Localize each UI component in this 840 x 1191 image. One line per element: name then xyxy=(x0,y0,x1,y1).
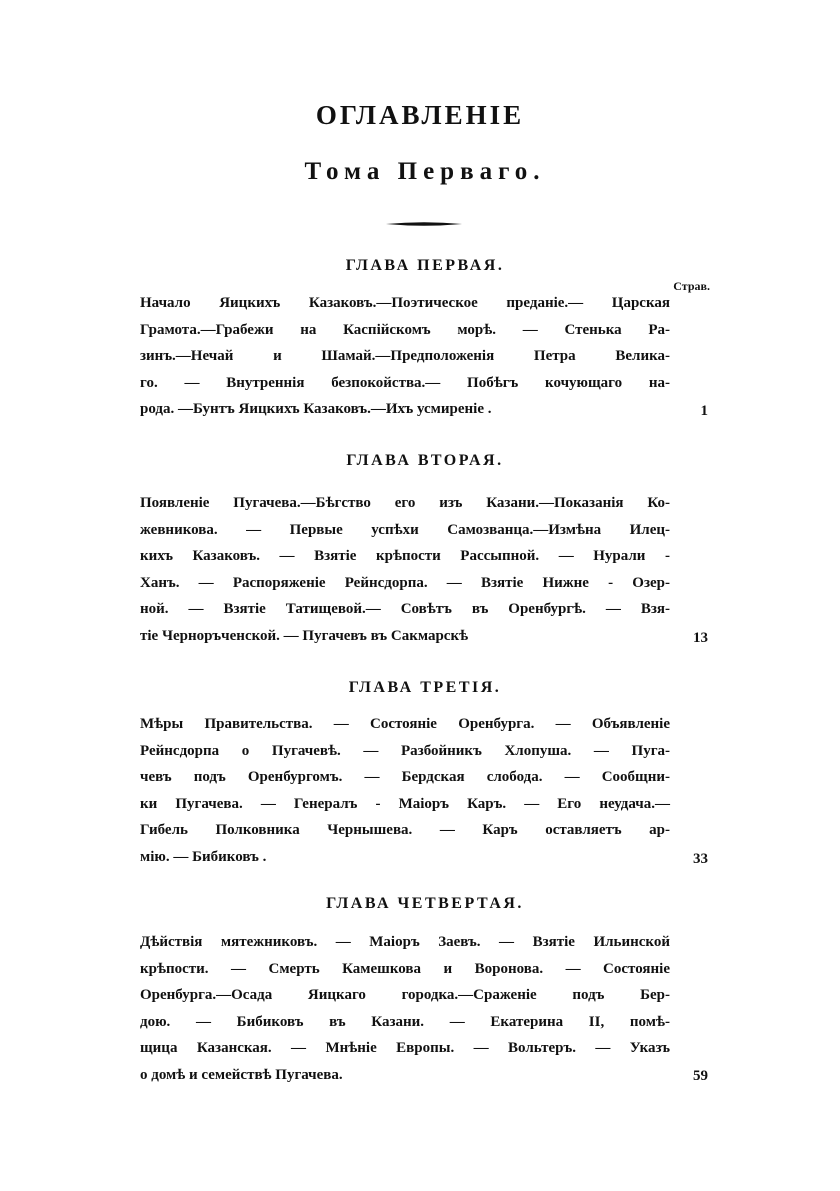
entry-line: жевникова. — Первые успѣхи Самозванца.—Измѣна Илец- xyxy=(140,521,670,538)
chapter-entry-3 xyxy=(140,711,670,870)
chapter-page-number-1: 1 xyxy=(700,403,708,419)
entry-line: Мѣры Правительства. — Состояніе Оренбурга. — Объявленіе xyxy=(140,716,670,732)
page-title: ОГЛАВЛЕНІЕ xyxy=(315,100,525,130)
entry-line: зинъ.—Нечай и Шамай.—Предположенія Петра Велика- xyxy=(140,348,670,364)
chapter-heading-4: ГЛАВА ЧЕТВЕРТАЯ. xyxy=(326,895,524,912)
chapter-entry-2 xyxy=(140,490,670,649)
entry-line: тіе Черноръченской. — Пугачевъ въ Сакмарскѣ xyxy=(140,627,469,644)
chapter-heading-1: ГЛАВА ПЕРВАЯ. xyxy=(345,257,505,274)
entry-line: Дѣйствія мятежниковъ. — Маіоръ Заевъ. — Взятіе Ильинской xyxy=(140,934,670,950)
chapter-page-number-4: 59 xyxy=(693,1068,708,1084)
chapter-entry-1 xyxy=(140,290,670,423)
page-subtitle: Тома Перваго. xyxy=(304,158,546,185)
entry-line: о домѣ и семействѣ Пугачева. xyxy=(140,1066,343,1083)
entry-line: рода. —Бунтъ Яицкихъ Казаковъ.—Ихъ усмиреніе . xyxy=(140,401,492,417)
divider-ornament xyxy=(386,220,462,228)
entry-line: го. — Внутреннія безпокойства.— Побѣгъ кочующаго на- xyxy=(140,374,670,391)
entry-line: чевъ подъ Оренбургомъ. — Бердская слобода. — Сообщни- xyxy=(140,769,670,785)
entry-line: Гибель Полковника Чернышева. — Каръ оставляетъ ар- xyxy=(140,822,670,838)
entry-line: Рейнсдорпа о Пугачевѣ. — Разбойникъ Хлопуша. — Пуга- xyxy=(140,742,670,759)
entry-line: кихъ Казаковъ. — Взятіе крѣпости Рассыпной. — Нурали - xyxy=(140,548,670,564)
entry-line: щица Казанская. — Мнѣніе Европы. — Вольтеръ. — Указъ xyxy=(140,1040,670,1056)
entry-line: Начало Яицкихъ Казаковъ.—Поэтическое преданіе.— Царская xyxy=(140,295,670,311)
entry-line: Оренбурга.—Осада Яицкаго городка.—Сраженіе подъ Бер- xyxy=(140,987,670,1003)
entry-line: Грамота.—Грабежи на Каспійскомъ морѣ. — Стенька Ра- xyxy=(140,321,670,338)
entry-line: Ханъ. — Распоряженіе Рейнсдорпа. — Взятіе Нижне - Озер- xyxy=(140,574,670,591)
chapter-heading-2: ГЛАВА ВТОРАЯ. xyxy=(346,452,504,469)
chapter-page-number-3: 33 xyxy=(693,851,708,867)
chapter-page-number-2: 13 xyxy=(693,630,708,646)
entry-line: мію. — Бибиковъ . xyxy=(140,848,267,865)
entry-line: крѣпости. — Смерть Камешкова и Воронова. — Состояніе xyxy=(140,960,670,977)
entry-line: Появленіе Пугачева.—Бѣгство его изъ Казани.—Показанія Ко- xyxy=(140,495,670,511)
entry-line: дою. — Бибиковъ въ Казани. — Екатерина II, помѣ- xyxy=(140,1013,670,1030)
entry-line: ки Пугачева. — Генералъ - Маіоръ Каръ. — Его неудача.— xyxy=(140,795,670,812)
chapter-entry-4 xyxy=(140,929,670,1088)
chapter-heading-3: ГЛАВА ТРЕТІЯ. xyxy=(348,679,502,696)
entry-line: ной. — Взятіе Татищевой.— Совѣтъ въ Оренбургѣ. — Взя- xyxy=(140,601,670,617)
page-column-label: Страв. xyxy=(673,279,710,293)
